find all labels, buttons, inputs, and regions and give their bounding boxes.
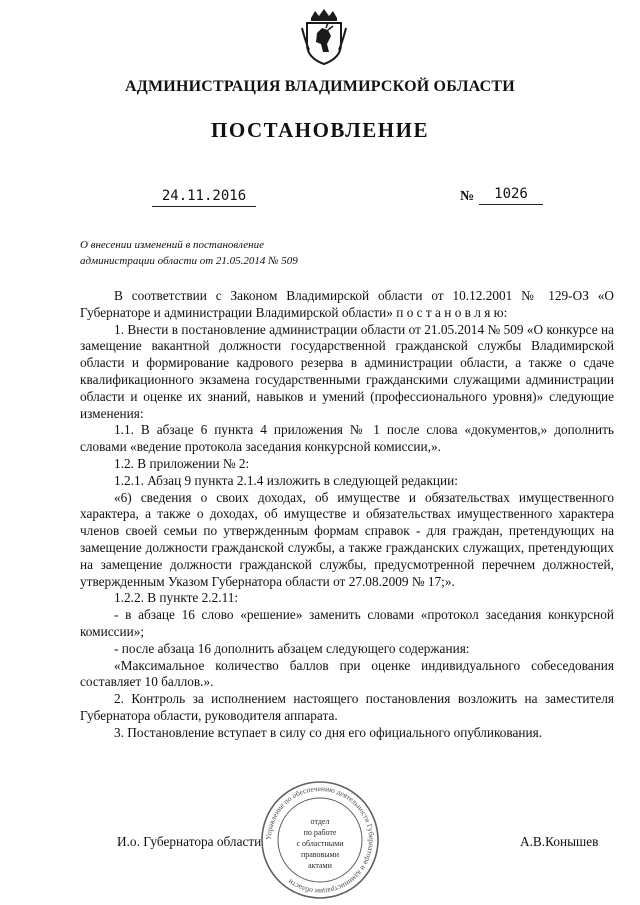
item-1-2-paragraph: 1.2. В приложении № 2: [114,455,250,471]
document-type-title: ПОСТАНОВЛЕНИЕ [211,118,429,142]
item-3-paragraph: 3. Постановление вступает в силу со дня его официального опубликования. [114,724,543,740]
decree-subject [80,237,298,269]
item-2-paragraph: 2. Контроль за исполнением настоящего постановления возложить на заместителя Губернатора области, руководителя аппарата. [80,691,614,723]
stamp-ring-text: Управление по обеспечению деятельности Губернатора и администрации области [263,783,377,897]
signatory-position: И.о. Губернатора области [117,834,262,849]
stamp-line-3: с областными [296,839,344,848]
decree-number: 1026 [479,186,543,205]
subject-line-1: О внесении изменений в постановление [80,239,264,251]
item-1-2-2-paragraph: 1.2.2. В пункте 2.2.11: [114,590,239,606]
quoted-interview-paragraph: «Максимальное количество баллов при оценке индивидуального собеседования составляет 10 баллов.». [80,657,614,690]
item-1-paragraph: 1. Внести в постановление администрации области от 21.05.2014 № 509 «О конкурсе на замещение вакантной должности государственной гражданской службы Владимирской области и формирование кадрового резерва в администрации области, а также о сдаче квалификационного экзамена государственными гражданскими служащими администрации области и оценке их знаний, навыков и умений (профессионального уровня)» следующие изменения: [80,321,614,421]
item-1-2-1-paragraph: 1.2.1. Абзац 9 пункта 2.1.4 изложить в следующей редакции: [114,472,458,488]
subject-line-2: администрации области от 21.05.2014 № 509 [80,255,298,267]
number-sign: № [460,189,475,204]
signatory-name: А.В.Конышев [520,834,599,849]
amendment-1-paragraph: - в абзаце 16 слово «решение» заменить словами «протокол заседания конкурсной комиссии»; [80,607,614,639]
item-1-1-paragraph: 1.1. В абзаце 6 пункта 4 приложения № 1 после слова «документов,» дополнить словами «ведение протокола заседания конкурсной комиссии,». [80,422,614,455]
coat-of-arms-icon [299,6,349,66]
official-stamp-icon [258,778,382,902]
organization-title: АДМИНИСТРАЦИЯ ВЛАДИМИРСКОЙ ОБЛАСТИ [125,78,515,95]
decree-date: 24.11.2016 [152,188,256,207]
quoted-subparagraph-6: «6) сведения о своих доходах, об имуществе и обязательствах имущественного характера, а также о доходах, об имуществе и обязательствах имущественного характера членов своей семьи по утвержденным формам справок - для граждан, претендующих на замещение должности гражданской службы, а также гражданских служащих, претендующих на замещение должности гражданской службы, предусмотренной перечнем должностей, утвержденным Указом Губернатора области от 27.08.2009 № 17;». [80,489,614,589]
amendment-2-paragraph: - после абзаца 16 дополнить абзацем следующего содержания: [114,640,470,656]
stamp-line-1: отдел [310,817,330,826]
stamp-line-2: по работе [303,828,337,837]
stamp-line-5: актами [308,861,332,870]
preamble-paragraph: В соответствии с Законом Владимирской области от 10.12.2001 № 129-ОЗ «О Губернаторе и администрации Владимирской области» п о с т а н о в л я ю: [80,288,614,320]
stamp-line-4: правовыми [300,850,340,859]
decree-body [80,288,614,742]
